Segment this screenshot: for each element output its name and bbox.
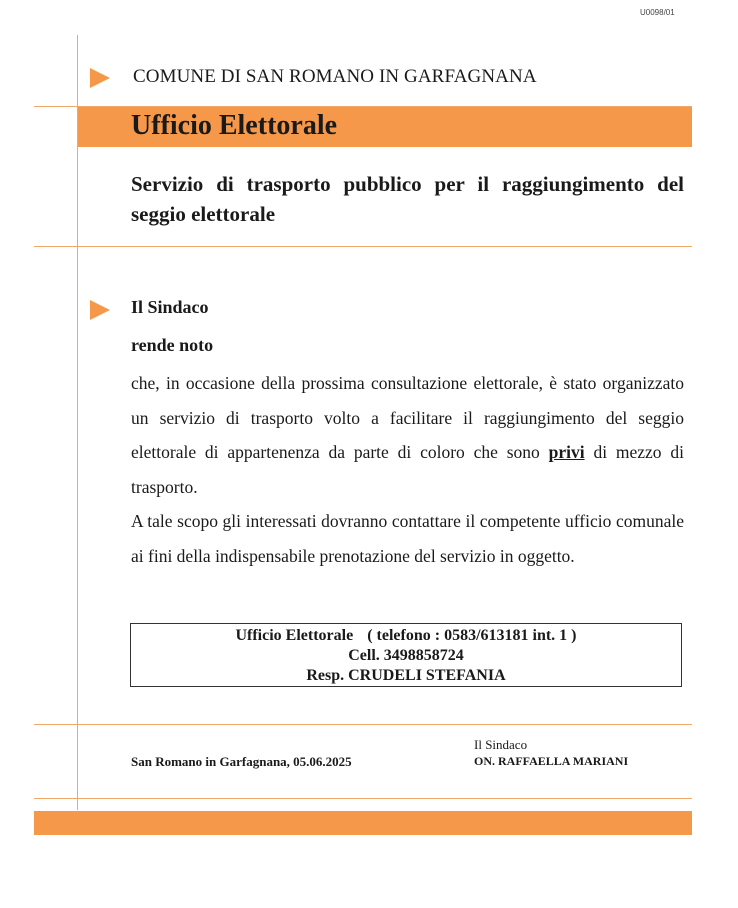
- paragraph-text: di mezzo di trasporto.: [131, 442, 684, 497]
- signature-role: Il Sindaco: [474, 737, 528, 752]
- contact-cell: Cell. 3498858724: [348, 647, 464, 664]
- notice-paragraph-1: [131, 366, 684, 504]
- arrow-icon: [90, 300, 110, 320]
- contact-box: [130, 623, 682, 687]
- contact-phone: ( telefono : 0583/613181 int. 1 ): [367, 627, 577, 644]
- comune-name: COMUNE DI SAN ROMANO IN GARFAGNANA: [133, 66, 537, 87]
- horizontal-rule: [34, 246, 692, 247]
- horizontal-rule: [34, 724, 692, 725]
- vertical-rule: [77, 35, 78, 810]
- sindaco-heading: Il Sindaco: [131, 297, 209, 317]
- rende-noto-heading: rende noto: [131, 335, 214, 355]
- contact-resp: Resp. CRUDELI STEFANIA: [306, 667, 506, 684]
- contact-office-line: [131, 626, 681, 646]
- signature-name: ON. RAFFAELLA MARIANI: [474, 754, 629, 768]
- footer-band: [34, 811, 692, 835]
- horizontal-rule: [34, 798, 692, 799]
- contact-office: Ufficio Elettorale: [235, 627, 354, 644]
- notice-paragraph-2: A tale scopo gli interessati dovranno contattare il competente ufficio comunale ai fini della indispensabile prenotazione del servizio in oggetto.: [131, 511, 684, 566]
- office-title: Ufficio Elettorale: [131, 110, 338, 141]
- document-code: U0098/01: [640, 8, 675, 17]
- arrow-icon: [90, 68, 110, 88]
- notice-subtitle: Servizio di trasporto pubblico per il raggiungimento del seggio elettorale: [131, 172, 684, 226]
- emphasis-privi: privi: [548, 442, 585, 462]
- paragraph-text: che, in occasione della prossima consultazione elettorale, è stato organizzato un servizio di trasporto volto a facilitare il raggiungimento del seggio elettorale di appartenenza da parte di coloro che sono: [131, 373, 684, 462]
- place-date: San Romano in Garfagnana, 05.06.2025: [131, 754, 352, 769]
